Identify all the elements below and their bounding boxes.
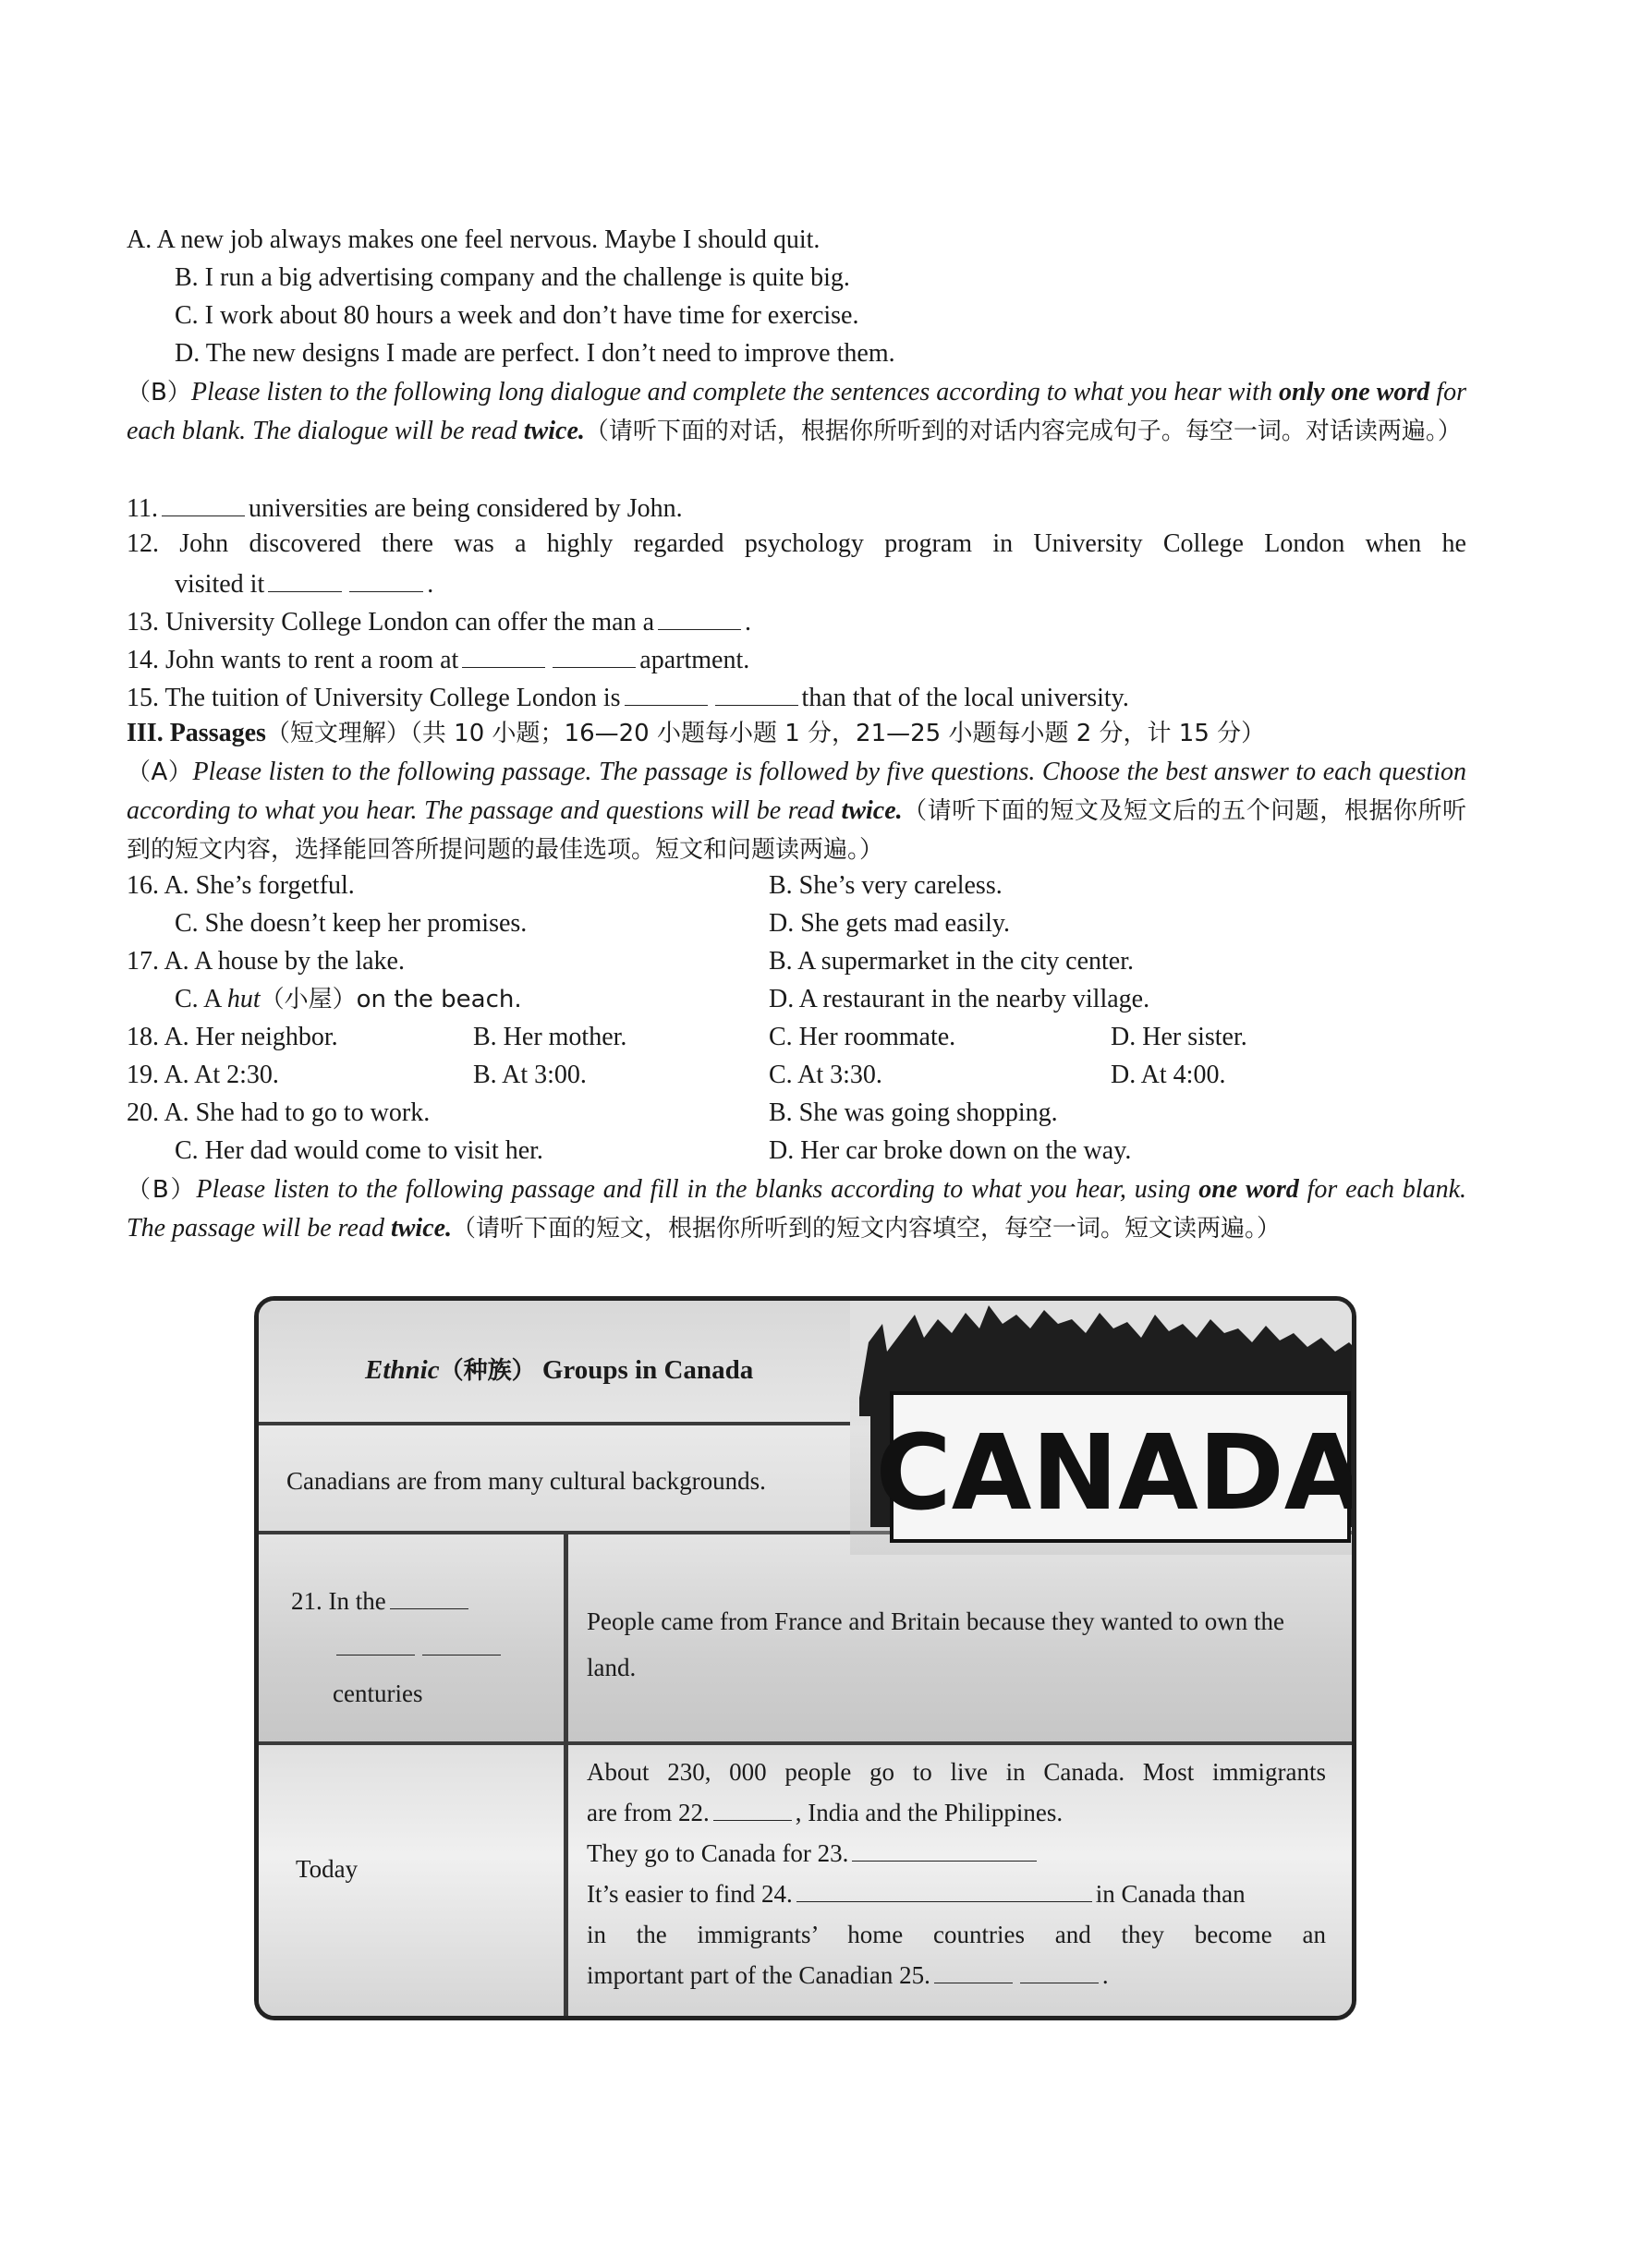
q20-row2: C. Her dad would come to visit her. D. Her car broke down on the way. (175, 1136, 1132, 1165)
q16-row2: C. She doesn’t keep her promises. D. She gets mad easily. (175, 909, 1011, 938)
q16-row1: 16. A. She’s forgetful. B. She’s very careless. (127, 871, 1003, 900)
q11-blank[interactable] (162, 488, 245, 516)
section-3-header: III. Passages（短文理解）（共 10 小题；16—20 小题每小题 1 分，21—25 小题每小题 2 分，计 15 分） (127, 719, 1266, 747)
q12-line1: 12. John discovered there was a highly regarded psychology program in University College London when he (127, 529, 1466, 558)
q13-blank[interactable] (658, 601, 741, 630)
part-a-instructions: （A）Please listen to the following passage. The passage is followed by five questions. Choose the best answer to each question according to what you hear. The passage and questions will be read twice.（请听下面的短文及短文后的五个问题，根据你所听到的短文内容，选择能回答所提问题的最佳选项。短文和问题读两遍。） (127, 758, 1466, 864)
q17-row2: C. A hut（小屋）on the beach. D. A restaurant in the nearby village. (175, 985, 1150, 1013)
canada-banner-text: CANADA (875, 1413, 1365, 1534)
canada-crowd-banner-image (850, 1296, 1365, 1555)
q12-blank-1[interactable] (268, 564, 342, 592)
q10-option-a: A. A new job always makes one feel nervous. Maybe I should quit. (127, 225, 821, 254)
table-subtitle: Canadians are from many cultural backgrounds. (286, 1467, 766, 1495)
q15-blank-2[interactable] (715, 677, 798, 706)
history-description-cell: People came from France and Britain because they wanted to own the land. (587, 1607, 1284, 1681)
part-b-passage-instructions: （B）Please listen to the following passage and fill in the blanks according to what you hear, using one word for each blank. The passage will be read twice.（请听下面的短文，根据你所听到的短文内容填空，每空一词。短文读两遍。） (127, 1175, 1466, 1243)
q22-blank[interactable] (713, 1792, 792, 1821)
divider (259, 1741, 1352, 1745)
q14-blank-2[interactable] (553, 639, 636, 668)
q17-row1: 17. A. A house by the lake. B. A supermarket in the city center. (127, 947, 1135, 976)
table-title: Ethnic（种族） Groups in Canada (365, 1355, 754, 1385)
q11: 11. universities are being considered by John. (127, 488, 1466, 526)
ethnic-groups-table (254, 1296, 1365, 2020)
q25-blank-1[interactable] (934, 1955, 1013, 1983)
q25-blank-2[interactable] (1020, 1955, 1099, 1983)
part-b-dialogue-instructions: （B）Please listen to the following long dialogue and complete the sentences according to what you hear with only one word for each blank. The dialogue will be read twice.（请听下面的对话，根据你所听到的对话内容完成句子。每空一词。对话读两遍。） (127, 378, 1466, 445)
q13: 13. University College London can offer the man a . (127, 601, 1466, 639)
q15-blank-1[interactable] (625, 677, 708, 706)
today-label: Today (296, 1855, 359, 1883)
today-description-cell: About 230, 000 people go to live in Canada. Most immigrants are from 22. , India and the Philippines. They go to Canada for 23. It’s easier to find 24. in Canada than in the immigrants’ home countries and they become an important part of the Canadian 25. . (587, 1758, 1326, 1989)
divider (259, 1422, 850, 1425)
q10-option-b: B. I run a big advertising company and the challenge is quite big. (175, 263, 850, 292)
q21-blank-3[interactable] (422, 1627, 501, 1656)
q23-blank[interactable] (852, 1833, 1037, 1862)
q19: 19. A. At 2:30. B. At 3:00. C. At 3:30. D. At 4:00. (127, 1061, 1226, 1089)
q18: 18. A. Her neighbor. B. Her mother. C. Her roommate. D. Her sister. (127, 1023, 1247, 1051)
history-period-cell: 21. In the centuries (291, 1578, 531, 1716)
q10-option-d: D. The new designs I made are perfect. I don’t need to improve them. (175, 339, 895, 368)
q21-blank-1[interactable] (390, 1581, 468, 1609)
q12-blank-2[interactable] (349, 564, 423, 592)
q14-blank-1[interactable] (462, 639, 545, 668)
q15: 15. The tuition of University College London is than that of the local university. (127, 677, 1466, 715)
question-sheet (127, 222, 1466, 1285)
divider (564, 1534, 568, 2020)
q20-row1: 20. A. She had to go to work. B. She was going shopping. (127, 1098, 1058, 1127)
q14: 14. John wants to rent a room at apartment. (127, 639, 1466, 677)
q12-line2: visited it . (127, 564, 1466, 601)
q10-option-c: C. I work about 80 hours a week and don’t have time for exercise. (175, 301, 859, 330)
q24-blank[interactable] (796, 1874, 1092, 1902)
q21-blank-2[interactable] (336, 1627, 415, 1656)
